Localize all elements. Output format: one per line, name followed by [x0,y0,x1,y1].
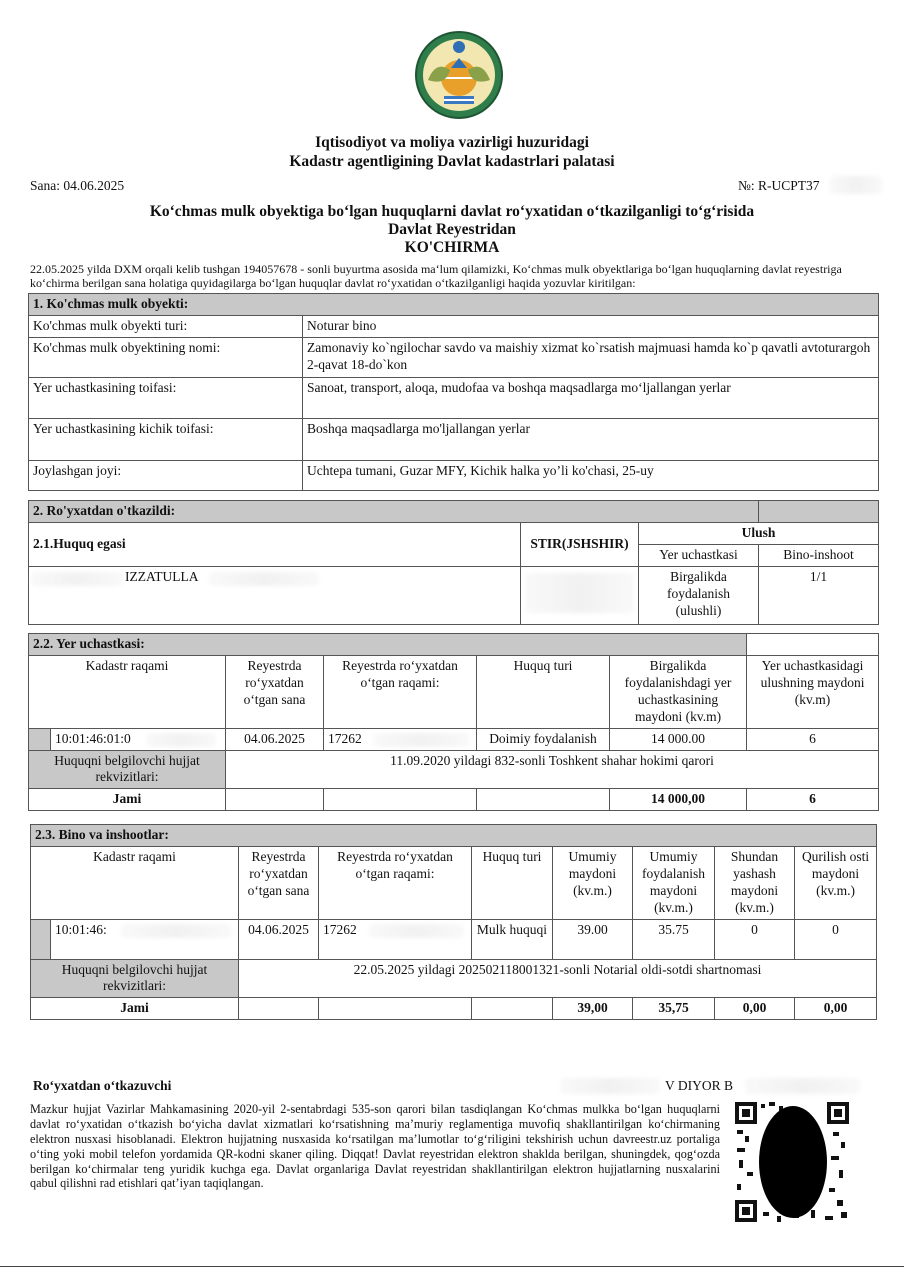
intro-paragraph: 22.05.2025 yilda DXM orqali kelib tushgan 194057678 - sonli buyurtma asosida ma‘lum qilamizki, Ko‘chmas mulk obyektlariga bo‘lgan huquqlarning davlat reyestriga ko‘chirma berilgan sana holatiga quyidagilarga bo‘lgan huquqlar davlat ro‘yxatidan o‘tkazilganligi haqida yozuvlar kiritilgan: [30,262,842,291]
building-share-header: Bino-inshoot [759,545,879,567]
redaction-mask [560,1078,660,1094]
org-line-1: Iqtisodiyot va moliya vazirligi huzuridagi [315,134,589,151]
redaction-mask [745,1078,860,1094]
section-1-title: 1. Ko'chmas mulk obyekti: [29,294,879,316]
land-share-area: 6 [747,728,879,750]
registrar-label: Ro‘yxatdan o‘tkazuvchi [33,1078,172,1093]
building-right-type: Mulk huquqi [472,919,553,959]
land-reg-number: 17262 [328,730,362,746]
land-cadastre-cell [51,728,226,750]
building-total-sum: 39,00 [553,998,633,1020]
redaction-mask [31,572,123,586]
land-area: 14 000.00 [610,728,747,750]
section-23-title: 2.3. Bino va inshootlar: [31,825,877,847]
building-living-area: 0 [715,919,795,959]
org-line-2: Kadastr agentligining Davlat kadastrlari palatasi [289,153,615,170]
object-type-value: Noturar bino [303,316,879,338]
section-2-title: 2. Ro'yxatdan o'tkazildi: [29,501,759,523]
building-footprint-area: 0 [795,919,877,959]
building-reg-date: 04.06.2025 [239,919,319,959]
document-date: Sana: 04.06.2025 [30,178,125,193]
col-total-area: Umumiy maydoni (kv.m.) [553,847,633,920]
redaction-mask [121,924,231,938]
state-emblem-icon [414,30,504,120]
document-title-2: Davlat Reyestridan [388,221,516,238]
redaction-mask [146,733,216,747]
stir-header: STIR(JSHSHIR) [521,523,639,567]
land-reg-number-cell [324,728,477,750]
col-shared-area: Birgalikda foydalanishdagi yer uchastkasining maydoni (kv.m) [610,656,747,729]
redaction-mask [830,176,882,194]
col-reg-date: Reyestrda ro‘yxatdan o‘tgan sana [226,656,324,729]
building-common-area: 35.75 [633,919,715,959]
object-name-value: Zamonaviy ko`ngilochar savdo va maishiy xizmat ko`rsatish majmuasi hamda ko`p qavatli avtoturargoh 2-qavat 18-do`kon [303,338,879,378]
section-22-title: 2.2. Yer uchastkasi: [29,634,747,656]
col-common-area: Umumiy foydalanish maydoni (kv.m.) [633,847,715,920]
land-doc-value: 11.09.2020 yildagi 832-sonli Toshkent shahar hokimi qarori [226,750,879,789]
land-share-value: Birgalikda foydalanish (ulushli) [639,567,759,625]
share-header: Ulush [639,523,879,545]
land-subcategory-label: Yer uchastkasining kichik toifasi: [29,419,303,461]
document-number: №: R-UCPT37 [738,178,820,193]
land-doc-label: Huquqni belgilovchi hujjat rekvizitlari: [29,750,226,789]
building-reg-number: 17262 [323,921,357,937]
building-reg-number-cell [319,919,472,959]
col-living-area: Shundan yashash maydoni (kv.m.) [715,847,795,920]
bottom-divider [0,1266,904,1267]
section-2-table [28,500,879,625]
land-total-area: 14 000,00 [610,789,747,811]
building-doc-value: 22.05.2025 yildagi 202502118001321-sonli Notarial oldi-sotdi shartnomasi [239,959,877,998]
building-footprint-sum: 0,00 [795,998,877,1020]
col-right-type: Huquq turi [472,847,553,920]
land-cadastre: 10:01:46:01:0 [55,730,131,746]
owner-header: 2.1.Huquq egasi [29,523,521,567]
col-cadastre: Kadastr raqami [31,847,239,920]
legal-note: Mazkur hujjat Vazirlar Mahkamasining 2020-yil 2-sentabrdagi 535-son qarori bilan tasdiqlangan Ko‘chmas mulkka bo‘lgan huquqlarni davlat ro‘yxatidan o‘tkazish bo‘yicha davlat xizmatlari ko‘rsatishning ma’muriy reglamentiga muvofiq shakllantirilgan ko‘chirmaning elektron nusxasi hisoblanadi. Elektron hujjatning nusxasida ko‘rsatilgan ma’lumotlar to‘g‘riligini tekshirish uchun davreestr.uz portaliga o‘ting yoki mobil telefon yordamida QR-kodni skaner qiling. Diqqat! Davlat reyestridan elektron shaklda berilgan, shuningdek, qog‘ozda berilgan ko‘chirmalar teng yuridik kuchga ega. Davlat organlariga Davlat reyestridan shakllantirilgan elektron hujjatlarning nusxalarini qabul qilishni rad etishlari qat’iyan taqiqlangan. [30,1102,720,1191]
building-common-sum: 35,75 [633,998,715,1020]
land-right-type: Doimiy foydalanish [477,728,610,750]
document-title-3: KO'CHIRMA [404,239,500,256]
registrar-name: V DIYOR B [665,1078,734,1093]
building-total-label: Jami [31,998,239,1020]
building-cadastre: 10:01:46: [55,921,107,937]
land-total-label: Jami [29,789,226,811]
building-doc-label: Huquqni belgilovchi hujjat rekvizitlari: [31,959,239,998]
object-type-label: Ko'chmas mulk obyekti turi: [29,316,303,338]
col-right-type: Huquq turi [477,656,610,729]
land-category-label: Yer uchastkasining toifasi: [29,378,303,419]
building-share-value: 1/1 [759,567,879,625]
document-title-1: Ko‘chmas mulk obyektiga bo‘lgan huquqlarni davlat ro‘yxatidan o‘tkazilganligi to‘g‘risida [149,203,755,220]
building-cadastre-cell [51,919,239,959]
land-total-share: 6 [747,789,879,811]
qr-code-icon [733,1100,851,1224]
redaction-mask [209,572,319,586]
building-total-area: 39.00 [553,919,633,959]
section-23-table [30,824,877,1020]
col-reg-date: Reyestrda ro‘yxatdan o‘tgan sana [239,847,319,920]
col-footprint-area: Qurilish osti maydoni (kv.m.) [795,847,877,920]
redaction-mask [374,733,469,747]
object-name-label: Ko'chmas mulk obyektining nomi: [29,338,303,378]
col-reg-number: Reyestrda ro‘yxatdan o‘tgan raqami: [319,847,472,920]
land-category-value: Sanoat, transport, aloqa, mudofaa va boshqa maqsadlarga mo‘ljallangan yerlar [303,378,879,419]
col-reg-number: Reyestrda ro‘yxatdan o‘tgan raqami: [324,656,477,729]
land-reg-date: 04.06.2025 [226,728,324,750]
land-subcategory-value: Boshqa maqsadlarga mo'ljallangan yerlar [303,419,879,461]
col-share-area: Yer uchastkasidagi ulushning maydoni (kv.m) [747,656,879,729]
col-cadastre: Kadastr raqami [29,656,226,729]
land-share-header: Yer uchastkasi [639,545,759,567]
redaction-mask [369,924,464,938]
location-value: Uchtepa tumani, Guzar MFY, Kichik halka yo’li ko'chasi, 25-uy [303,461,879,491]
location-label: Joylashgan joyi: [29,461,303,491]
section-22-table [28,633,879,811]
section-1-table [28,293,879,491]
stir-value [521,567,639,625]
owner-name: IZZATULLA [125,569,199,584]
owner-cell [29,567,521,625]
building-living-sum: 0,00 [715,998,795,1020]
